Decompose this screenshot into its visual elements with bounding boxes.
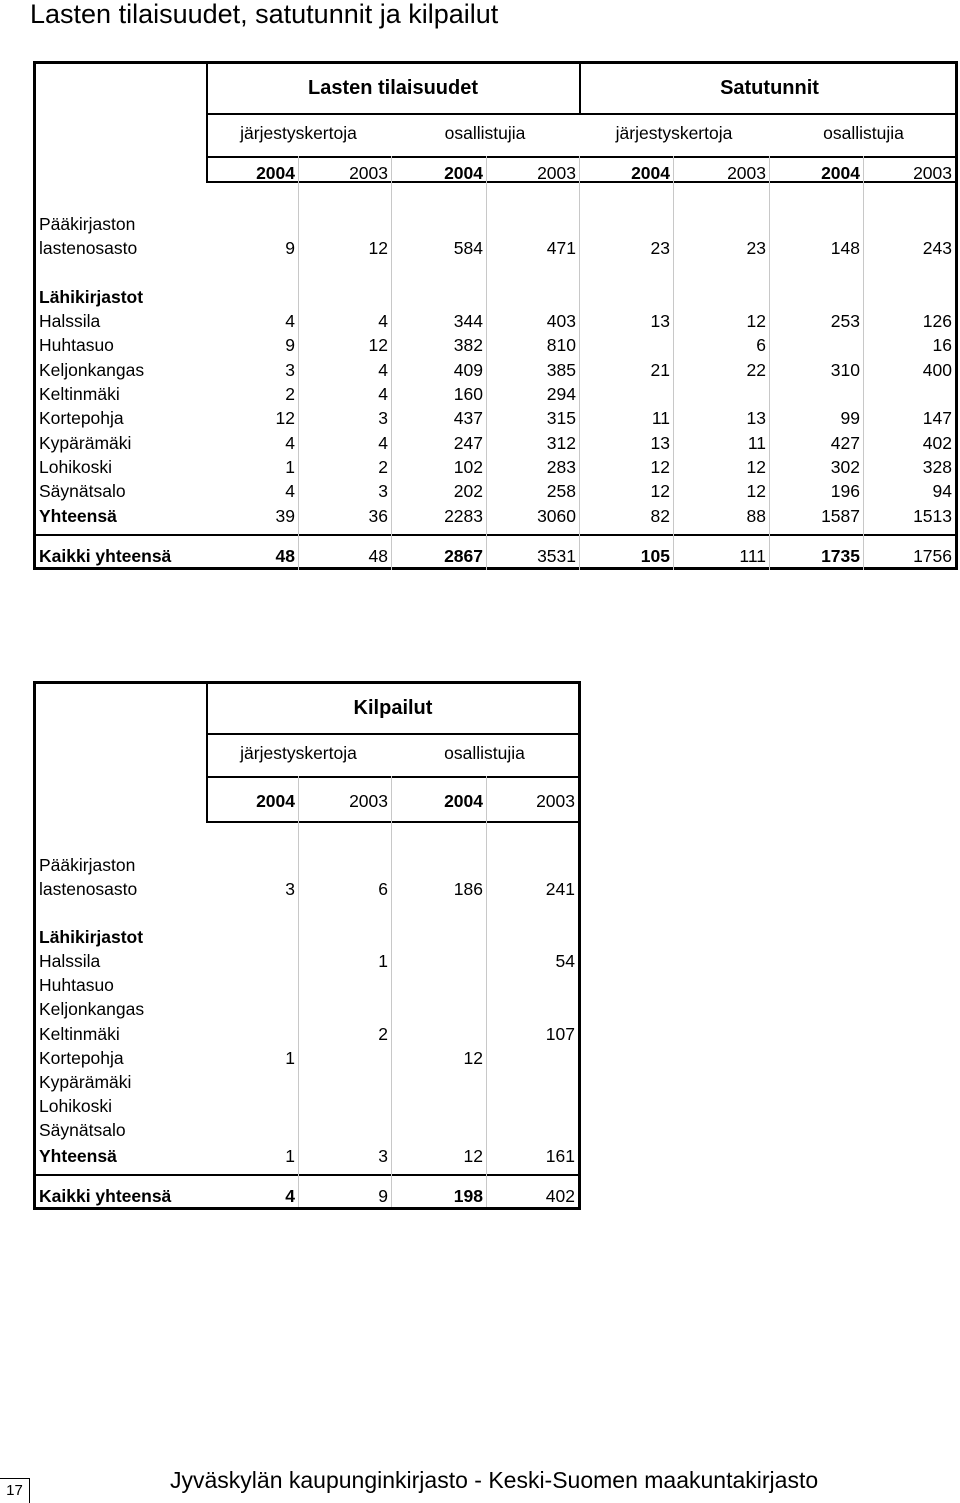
table-row-cell: 6: [756, 335, 766, 356]
subheader: järjestyskertoja: [240, 743, 357, 763]
main-row-cell: 23: [746, 238, 766, 258]
table-row-cell: 312: [546, 432, 576, 453]
table-row-cell: 21: [650, 359, 670, 380]
main-row-cell: 9: [285, 238, 295, 258]
table-row-label: Kortepohja: [39, 1047, 124, 1068]
table-row-cell: 810: [546, 335, 576, 356]
table-row-cell: 12: [368, 335, 388, 356]
table-row-cell: 4: [378, 432, 388, 453]
table-row-cell: 402: [922, 432, 952, 453]
table-row-cell: 12: [463, 1047, 483, 1068]
column-divider: [863, 534, 864, 570]
table-row-cell: 147: [922, 408, 952, 429]
total-cell: 3531: [537, 546, 576, 566]
table-row-cell: 107: [545, 1023, 575, 1044]
table-row-cell: 13: [650, 432, 670, 453]
subtotal-cell: 161: [545, 1146, 575, 1166]
main-row-cell: 584: [453, 238, 483, 258]
table-row-label: Lohikoski: [39, 1096, 112, 1117]
year-header: 2003: [349, 163, 388, 183]
main-row-label: lastenosasto: [39, 879, 138, 899]
table-row-cell: 196: [830, 481, 860, 502]
row-label: Pääkirjaston: [39, 855, 136, 875]
year-header: 2003: [537, 163, 576, 183]
table-row-cell: 344: [453, 311, 483, 331]
table-row-cell: 3: [378, 408, 388, 429]
total-cell: 402: [545, 1186, 575, 1206]
column-divider: [298, 534, 299, 570]
table-row-cell: 160: [453, 383, 483, 404]
table-row-cell: 294: [546, 383, 576, 404]
table-row-cell: 126: [922, 311, 952, 331]
header-divider: [206, 156, 958, 158]
header-divider: [206, 113, 958, 115]
column-divider: [486, 534, 487, 570]
table-row-cell: 302: [830, 456, 860, 477]
table-row-cell: 94: [932, 481, 952, 502]
branch-heading: Lähikirjastot: [39, 927, 144, 947]
table-row-cell: 9: [285, 335, 295, 356]
table-row-cell: 13: [746, 408, 766, 429]
table-row-cell: 11: [747, 432, 766, 453]
column-divider: [298, 776, 299, 1207]
subtotal-label: Yhteensä: [39, 1146, 117, 1166]
total-label: Kaikki yhteensä: [39, 1186, 172, 1206]
total-divider: [36, 1174, 581, 1176]
subtotal-cell: 3060: [537, 506, 576, 526]
main-row-cell: 186: [453, 879, 483, 899]
table-row-cell: 12: [275, 408, 295, 429]
year-header: 2004: [821, 163, 860, 183]
main-row-cell: 6: [378, 879, 388, 899]
total-cell: 48: [275, 546, 295, 566]
subtotal-cell: 1513: [913, 506, 952, 526]
page-title: Lasten tilaisuudet, satutunnit ja kilpailut: [30, 0, 499, 29]
table-row-cell: 400: [922, 359, 952, 380]
table-row-label: Keljonkangas: [39, 359, 145, 380]
subtotal-label: Yhteensä: [39, 506, 117, 526]
year-header: 2003: [727, 163, 766, 183]
table-row-cell: 437: [453, 408, 483, 429]
table-row-label: Säynätsalo: [39, 1120, 126, 1141]
group-heading-satutunnit: Satutunnit: [720, 77, 819, 99]
main-row-cell: 3: [285, 879, 295, 899]
total-cell: 9: [378, 1186, 388, 1206]
table-row-label: Kypärämäki: [39, 432, 132, 453]
table-row-cell: 1: [285, 456, 295, 477]
main-row-cell: 23: [650, 238, 670, 258]
year-header: 2004: [256, 163, 295, 183]
table-row-cell: 102: [453, 456, 483, 477]
column-divider: [486, 776, 487, 1207]
year-header: 2003: [913, 163, 952, 183]
subheader: osallistujia: [444, 123, 526, 143]
total-cell: 48: [368, 546, 388, 566]
table-row-cell: 315: [546, 408, 576, 429]
total-cell: 1756: [913, 546, 952, 566]
table-row-cell: 99: [840, 408, 860, 429]
main-row-cell: 148: [830, 238, 860, 258]
table-row-label: Kypärämäki: [39, 1072, 132, 1092]
table-row-cell: 12: [746, 311, 766, 331]
subtotal-cell: 3: [378, 1146, 388, 1166]
table-row-cell: 258: [546, 481, 576, 502]
table-row-cell: 4: [285, 481, 295, 502]
table-row-label: Keltinmäki: [39, 1023, 120, 1044]
subtotal-cell: 1587: [821, 506, 860, 526]
table-row-cell: 1: [378, 951, 388, 971]
table-lasten-tilaisuudet-satutunnit: [33, 61, 958, 570]
table-row-label: Keltinmäki: [39, 383, 120, 404]
main-row-cell: 12: [368, 238, 388, 258]
year-header: 2004: [444, 791, 483, 811]
subheader: järjestyskertoja: [240, 123, 357, 143]
column-divider: [769, 534, 770, 570]
column-divider: [391, 776, 392, 1207]
table-row-cell: 11: [651, 408, 670, 429]
table-row-cell: 22: [746, 359, 766, 380]
table-row-cell: 283: [546, 456, 576, 477]
table-row-cell: 427: [830, 432, 860, 453]
table-row-cell: 202: [453, 481, 483, 502]
table-row-cell: 247: [453, 432, 483, 453]
subtotal-cell: 36: [368, 506, 388, 526]
year-header: 2004: [631, 163, 670, 183]
total-cell: 198: [453, 1186, 483, 1206]
table-row-cell: 4: [285, 432, 295, 453]
total-cell: 4: [285, 1186, 295, 1206]
header-divider: [206, 733, 578, 735]
table-row-cell: 310: [830, 359, 860, 380]
total-cell: 111: [739, 546, 766, 566]
table-row-cell: 3: [285, 359, 295, 380]
table-row-cell: 12: [650, 456, 670, 477]
total-label: Kaikki yhteensä: [39, 546, 172, 566]
table-row-label: Kortepohja: [39, 408, 124, 429]
table-row-cell: 1: [285, 1047, 295, 1068]
table-row-cell: 16: [932, 335, 952, 356]
table-row-cell: 403: [546, 311, 576, 331]
subtotal-cell: 39: [275, 506, 295, 526]
year-header: 2003: [536, 791, 575, 811]
subtotal-cell: 2283: [444, 506, 483, 526]
subtotal-cell: 82: [650, 506, 670, 526]
table-row-label: Halssila: [39, 951, 101, 971]
subtotal-cell: 1: [285, 1146, 295, 1166]
main-row-cell: 471: [546, 238, 576, 258]
table-row-cell: 4: [285, 311, 295, 331]
total-cell: 105: [640, 546, 670, 566]
subheader: osallistujia: [823, 123, 904, 143]
total-cell: 2867: [444, 546, 483, 566]
table-row-cell: 13: [650, 311, 670, 331]
table-row-cell: 382: [453, 335, 483, 356]
table-row-cell: 4: [378, 311, 388, 331]
table-row-label: Säynätsalo: [39, 481, 126, 502]
table-row-cell: 4: [378, 359, 388, 380]
table-kilpailut: [33, 681, 581, 1210]
subheader: järjestyskertoja: [615, 123, 733, 143]
group-heading-kilpailut: Kilpailut: [353, 697, 433, 719]
subtotal-cell: 12: [463, 1146, 483, 1166]
table-row-cell: 12: [746, 456, 766, 477]
table-row-cell: 409: [453, 359, 483, 380]
subtotal-cell: 88: [746, 506, 766, 526]
table-row-cell: 3: [378, 481, 388, 502]
table-row-cell: 2: [378, 456, 388, 477]
table-row-cell: 2: [285, 383, 295, 404]
column-divider: [673, 534, 674, 570]
header-divider: [206, 821, 578, 823]
main-row-label: lastenosasto: [39, 238, 138, 258]
table-row-cell: 54: [555, 951, 575, 971]
table-row-cell: 253: [830, 311, 860, 331]
main-row-cell: 241: [545, 879, 575, 899]
row-label: Pääkirjaston: [39, 214, 136, 234]
column-divider: [391, 534, 392, 570]
page-number: 17: [0, 1478, 30, 1503]
main-row-cell: 243: [922, 238, 952, 258]
total-cell: 1735: [821, 546, 860, 566]
table-row-cell: 12: [650, 481, 670, 502]
table-row-cell: 328: [922, 456, 952, 477]
subheader: osallistujia: [444, 743, 525, 763]
table-row-cell: 4: [378, 383, 388, 404]
group-heading-lasten-tilaisuudet: Lasten tilaisuudet: [307, 77, 479, 99]
table-row-label: Lohikoski: [39, 456, 112, 477]
total-divider: [36, 534, 958, 536]
table-row-label: Huhtasuo: [39, 335, 114, 356]
table-row-label: Halssila: [39, 311, 101, 331]
header-divider: [206, 776, 578, 778]
table-row-label: Huhtasuo: [39, 975, 114, 996]
table-row-cell: 2: [378, 1023, 388, 1044]
table-row-label: Keljonkangas: [39, 999, 145, 1020]
table-row-cell: 385: [546, 359, 576, 380]
year-header: 2003: [349, 791, 388, 811]
footer-text: Jyväskylän kaupunginkirjasto - Keski-Suomen maakuntakirjasto: [170, 1467, 819, 1493]
year-header: 2004: [256, 791, 295, 811]
column-divider: [579, 534, 580, 570]
table-row-cell: 12: [746, 481, 766, 502]
year-header: 2004: [444, 163, 483, 183]
branch-heading: Lähikirjastot: [39, 287, 144, 307]
